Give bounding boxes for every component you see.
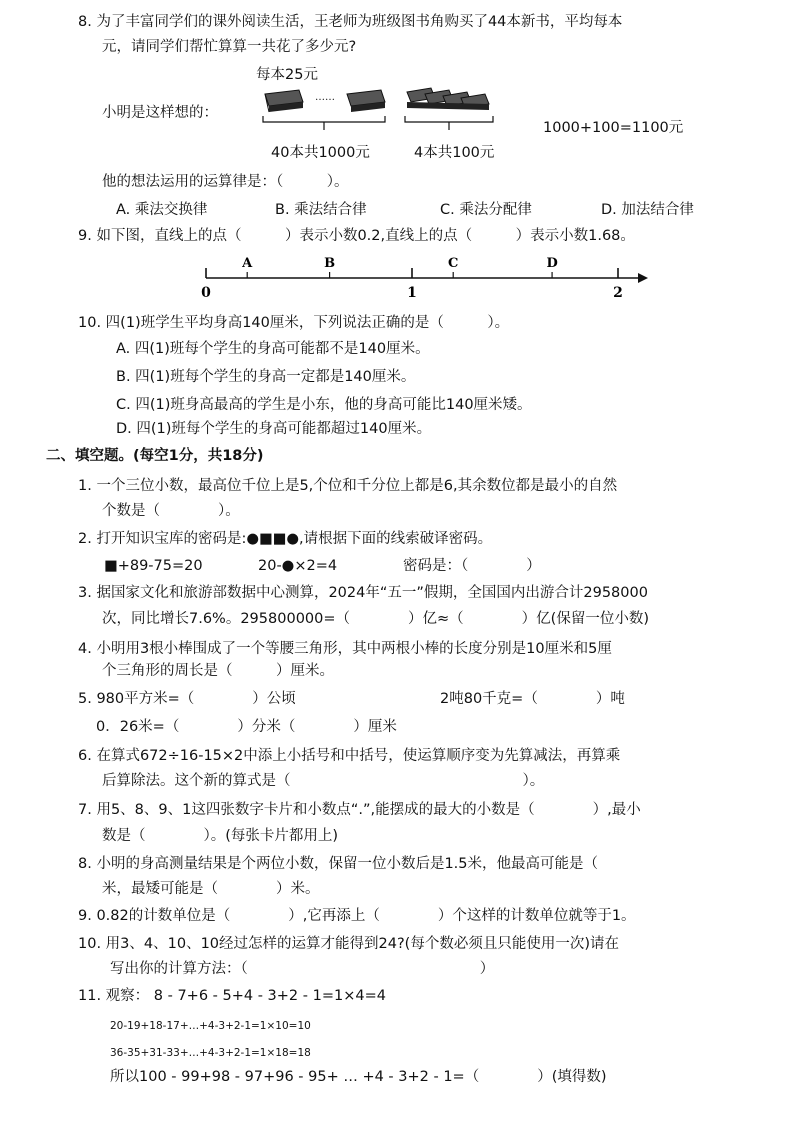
q8-line-2: 元，请同学们帮忙算算一共花了多少元? <box>102 39 357 55</box>
number-line-tick-label: 2 <box>613 285 623 301</box>
q10-option-a: A. 四(1)班每个学生的身高可能都不是140厘米。 <box>116 341 430 357</box>
q10-option-b: B. 四(1)班每个学生的身高一定都是140厘米。 <box>116 369 416 385</box>
fill-7-line-2: 数是（ ）。(每张卡片都用上) <box>102 828 339 844</box>
q8-option-b: B. 乘法结合律 <box>275 202 367 218</box>
book-icon <box>347 90 385 112</box>
q8-question: 他的想法运用的运算律是：（ ）。 <box>102 174 349 190</box>
number-line-tick-label: 0 <box>201 285 211 301</box>
book-icon <box>265 90 303 112</box>
fill-5-part-3: 0．26米=（ ）分米（ ）厘米 <box>96 719 397 735</box>
fill-2-line-1: 2. 打开知识宝库的密码是:●■■●,请根据下面的线索破译密码。 <box>78 531 493 547</box>
fill-11-observe: 11. 观察： 8 - 7+6 - 5+4 - 3+2 - 1=1×4=4 <box>78 988 386 1004</box>
fill-2-password: 密码是：（ ） <box>403 558 541 574</box>
fill-1-line-2: 个数是（ ）。 <box>102 503 240 519</box>
fill-6-line-2: 后算除法。这个新的算式是（ ）。 <box>102 773 545 789</box>
fill-2-clue-1: ■+89-75=20 <box>104 558 203 574</box>
q10-option-d: D. 四(1)班每个学生的身高可能都超过140厘米。 <box>116 421 432 437</box>
q8-right-group: 4本共100元 <box>414 145 495 161</box>
fill-11-example-1: 20-19+18-17+…+4-3+2-1=1×10=10 <box>110 1020 311 1032</box>
number-line-point-label: D <box>546 256 558 271</box>
book-groups-diagram <box>255 84 515 140</box>
number-line-point-label: B <box>324 256 336 271</box>
fill-11-question: 所以100 - 99+98 - 97+96 - 95+ … +4 - 3+2 - 1=（ ）(填得数) <box>110 1069 607 1085</box>
q8-thinking-label: 小明是这样想的： <box>102 105 218 121</box>
q10-option-c: C. 四(1)班身高最高的学生是小东，他的身高可能比140厘米矮。 <box>116 397 532 413</box>
fill-6-line-1: 6. 在算式672÷16-15×2中添上小括号和中括号，使运算顺序变为先算减法，再算乘 <box>78 748 621 764</box>
fill-5-part-1: 5. 980平方米=（ ）公顷 <box>78 691 296 707</box>
fill-3-line-1: 3. 据国家文化和旅游部数据中心测算，2024年“五一”假期，全国国内出游合计2958000 <box>78 585 648 601</box>
q8-dots: …… <box>315 92 335 103</box>
number-line-arrow <box>638 273 648 283</box>
q8-left-group: 40本共1000元 <box>271 145 370 161</box>
fill-4-line-1: 4. 小明用3根小棒围成了一个等腰三角形，其中两根小棒的长度分别是10厘米和5厘 <box>78 641 612 657</box>
book-stack-icon <box>407 88 489 110</box>
q8-option-a: A. 乘法交换律 <box>116 202 208 218</box>
fill-8-line-1: 8. 小明的身高测量结果是个两位小数，保留一位小数后是1.5米，他最高可能是（ <box>78 856 599 872</box>
q8-each-price: 每本25元 <box>256 67 318 83</box>
q10-text: 10. 四(1)班学生平均身高140厘米，下列说法正确的是（ ）。 <box>78 315 510 331</box>
fill-1-line-1: 1. 一个三位小数，最高位千位上是5,个位和千分位上都是6,其余数位都是最小的自然 <box>78 478 618 494</box>
fill-8-line-2: 米，最矮可能是（ ）米。 <box>102 881 320 897</box>
fill-3-line-2: 次，同比增长7.6%。295800000=（ ）亿≈（ ）亿(保留一位小数) <box>102 611 649 627</box>
fill-2-clue-2: 20-●×2=4 <box>258 558 338 574</box>
q9-text: 9. 如下图，直线上的点（ ）表示小数0.2,直线上的点（ ）表示小数1.68。 <box>78 228 635 244</box>
fill-9-line: 9. 0.82的计数单位是（ ）,它再添上（ ）个这样的计数单位就等于1。 <box>78 908 636 924</box>
fill-4-line-2: 个三角形的周长是（ ）厘米。 <box>102 663 334 679</box>
q8-line-1: 8. 为了丰富同学们的课外阅读生活，王老师为班级图书角购买了44本新书，平均每本 <box>78 14 623 30</box>
fill-10-line-1: 10. 用3、4、10、10经过怎样的运算才能得到24?(每个数必须且只能使用一次)请在 <box>78 936 619 952</box>
q8-option-c: C. 乘法分配律 <box>440 202 532 218</box>
fill-10-line-2: 写出你的计算方法：（ ） <box>110 961 495 977</box>
number-line <box>190 248 650 304</box>
fill-5-part-2: 2吨80千克=（ ）吨 <box>440 691 625 707</box>
fill-11-example-2: 36-35+31-33+…+4-3+2-1=1×18=18 <box>110 1047 311 1059</box>
number-line-point-label: A <box>242 256 253 271</box>
section-2-title: 二、填空题。(每空1分，共18分) <box>46 448 264 464</box>
q8-option-d: D. 加法结合律 <box>601 202 694 218</box>
number-line-tick-label: 1 <box>407 285 417 301</box>
fill-7-line-1: 7. 用5、8、9、1这四张数字卡片和小数点“.”,能摆成的最大的小数是（ ）,最小 <box>78 802 641 818</box>
number-line-point-label: C <box>448 256 459 271</box>
q8-sum: 1000+100=1100元 <box>543 120 684 136</box>
